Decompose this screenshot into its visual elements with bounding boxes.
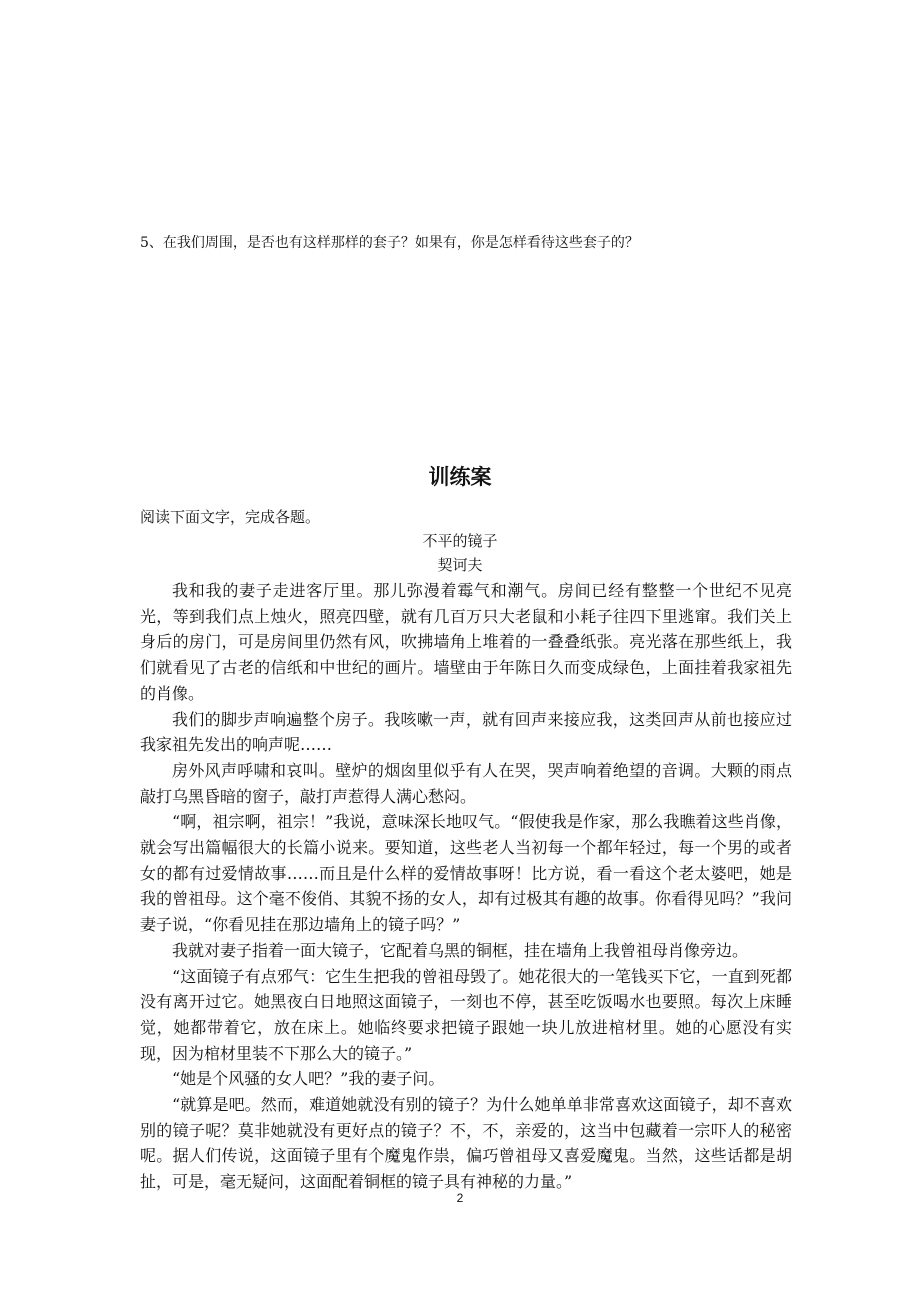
section-title: 训练案 (428, 465, 492, 489)
story-body (140, 578, 792, 1195)
story-author: 契诃夫 (437, 556, 483, 574)
story-paragraph: 我和我的妻子走进客厅里。那儿弥漫着霉气和潮气。房间已经有整整一个世纪不见亮光，等到我们点上烛火，照亮四壁，就有几百万只大老鼠和小耗子往四下里逃窜。我们关上身后的房门，可是房间里仍然有风，吹拂墙角上堆着的一叠叠纸张。亮光落在那些纸上，我们就看见了古老的信纸和中世纪的画片。墙壁由于年陈日久而变成绿色，上面挂着我家祖先的肖像。 (140, 581, 792, 703)
reading-instruction: 阅读下面文字，完成各题。 (140, 508, 321, 526)
question-5: 5、在我们周围，是否也有这样那样的套子？如果有，你是怎样看待这些套子的？ (140, 235, 639, 251)
story-paragraph: “这面镜子有点邪气：它生生把我的曾祖母毁了。她花很大的一笔钱买下它，一直到死都没有离开过它。她黑夜白日地照这面镜子，一刻也不停，甚至吃饭喝水也要照。每次上床睡觉，她都带着它，放在床上。她临终要求把镜子跟她一块儿放进棺材里。她的心愿没有实现，因为棺材里装不下那么大的镜子。” (140, 966, 792, 1063)
story-paragraph: 我就对妻子指着一面大镜子，它配着乌黑的铜框，挂在墙角上我曾祖母肖像旁边。 (172, 940, 749, 960)
story-paragraph: “就算是吧。然而，难道她就没有别的镜子？为什么她单单非常喜欢这面镜子，却不喜欢别的镜子呢？莫非她就没有更好点的镜子？不，不，亲爱的，这当中包藏着一宗吓人的秘密呢。据人们传说，这面镜子里有个魔鬼作祟，偏巧曾祖母又喜爱魔鬼。当然，这些话都是胡扯，可是，毫无疑问，这面配着铜框的镜子具有神秘的力量。” (140, 1095, 792, 1192)
story-title: 不平的镜子 (422, 532, 498, 550)
page-number: 2 (456, 1191, 464, 1205)
story-paragraph: 我们的脚步声响遍整个房子。我咳嗽一声，就有回声来接应我，这类回声从前也接应过我家祖先发出的响声呢…… (140, 709, 792, 755)
story-paragraph: “啊，祖宗啊，祖宗！”我说，意味深长地叹气。“假使我是作家，那么我瞧着这些肖像，就会写出篇幅很大的长篇小说来。要知道，这些老人当初每一个都年轻过，每一个男的或者女的都有过爱情故事……而且是什么样的爱情故事呀！比方说，看一看这个老太婆吧，她是我的曾祖母。这个毫不俊俏、其貌不扬的女人，却有过极其有趣的故事。你看得见吗？”我问妻子说，“你看见挂在那边墙角上的镜子吗？” (140, 812, 792, 935)
story-paragraph: 房外风声呼啸和哀叫。壁炉的烟囱里似乎有人在哭，哭声响着绝望的音调。大颗的雨点敲打乌黑昏暗的窗子，敲打声惹得人满心愁闷。 (140, 760, 792, 806)
story-paragraph: “她是个风骚的女人吧？”我的妻子问。 (172, 1069, 445, 1089)
